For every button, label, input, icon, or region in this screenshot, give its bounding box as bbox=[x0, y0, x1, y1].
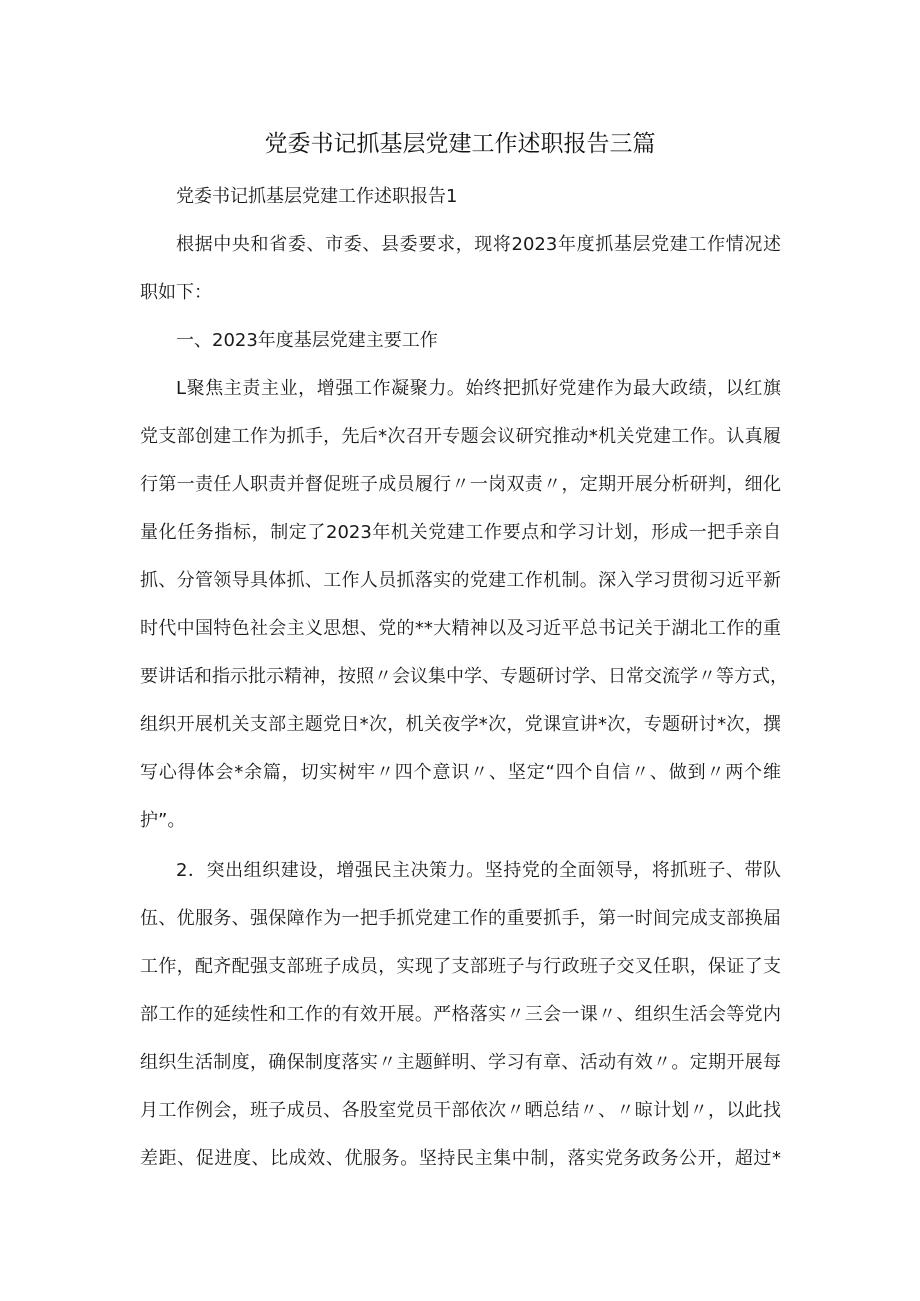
paragraph-line: 量化任务指标，制定了2023年机关党建工作要点和学习计划，形成一把手亲自 bbox=[140, 522, 781, 543]
paragraph-line: 职如下： bbox=[140, 282, 212, 303]
paragraph-line: 差距、促进度、比成效、优服务。坚持民主集中制，落实党务政务公开，超过* bbox=[140, 1148, 781, 1169]
paragraph-line: 党支部创建工作为抓手，先后*次召开专题会议研究推动*机关党建工作。认真履 bbox=[140, 426, 781, 447]
section-heading: 一、2023年度基层党建主要工作 bbox=[176, 330, 438, 351]
paragraph-line: 根据中央和省委、市委、县委要求，现将2023年度抓基层党建工作情况述 bbox=[176, 234, 781, 255]
paragraph-line: 行第一责任人职责并督促班子成员履行〃一岗双责〃，定期开展分析研判，细化 bbox=[140, 474, 781, 495]
paragraph-line: 护”。 bbox=[140, 810, 186, 831]
paragraph-line: L聚焦主责主业，增强工作凝聚力。始终把抓好党建作为最大政绩，以红旗 bbox=[176, 378, 781, 399]
paragraph-line: 2．突出组织建设，增强民主决策力。坚持党的全面领导，将抓班子、带队 bbox=[176, 860, 781, 881]
paragraph-line: 组织生活制度，确保制度落实〃主题鲜明、学习有章、活动有效〃。定期开展每 bbox=[140, 1052, 781, 1073]
paragraph-line: 时代中国特色社会主义思想、党的**大精神以及习近平总书记关于湖北工作的重 bbox=[140, 618, 781, 639]
paragraph-line: 工作，配齐配强支部班子成员，实现了支部班子与行政班子交叉任职，保证了支 bbox=[140, 956, 781, 977]
paragraph-line: 组织开展机关支部主题党日*次，机关夜学*次，党课宣讲*次，专题研讨*次，撰 bbox=[140, 714, 781, 735]
paragraph-line: 部工作的延续性和工作的有效开展。严格落实〃三会一课〃、组织生活会等党内 bbox=[140, 1004, 781, 1025]
paragraph-line: 要讲话和指示批示精神，按照〃会议集中学、专题研讨学、日常交流学〃等方式， bbox=[140, 666, 788, 687]
subtitle: 党委书记抓基层党建工作述职报告1 bbox=[176, 186, 458, 207]
document-title: 党委书记抓基层党建工作述职报告三篇 bbox=[264, 131, 656, 157]
paragraph-line: 伍、优服务、强保障作为一把手抓党建工作的重要抓手，第一时间完成支部换届 bbox=[140, 908, 781, 929]
paragraph-line: 抓、分管领导具体抓、工作人员抓落实的党建工作机制。深入学习贯彻习近平新 bbox=[140, 570, 781, 591]
paragraph-line: 月工作例会，班子成员、各股室党员干部依次〃晒总结〃、〃晾计划〃，以此找 bbox=[140, 1100, 781, 1121]
paragraph-line: 写心得体会*余篇，切实树牢〃四个意识〃、坚定“四个自信〃、做到〃两个维 bbox=[140, 762, 781, 783]
